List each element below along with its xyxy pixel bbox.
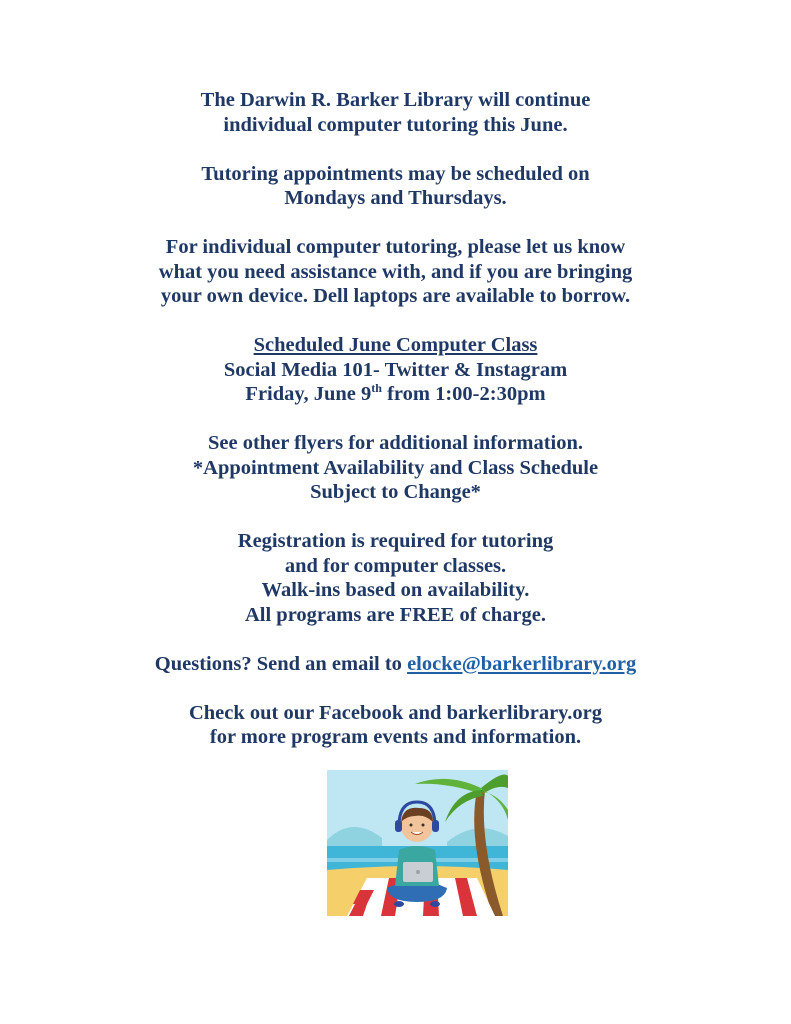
class-paragraph [0, 333, 791, 407]
class-date [0, 382, 791, 407]
flyer-text [0, 88, 791, 750]
schedule-line: Tutoring appointments may be scheduled on [201, 162, 590, 185]
notice-paragraph [0, 431, 791, 505]
registration-line: All programs are FREE of charge. [244, 603, 546, 626]
headphone-left [395, 820, 402, 832]
class-date-prefix: Friday, June 9 [245, 383, 372, 405]
social-line: for more program events and information. [209, 726, 582, 748]
assistance-line: what you need assistance with, and if you are bringing [158, 260, 633, 283]
intro-line: individual computer tutoring this June. [223, 113, 568, 136]
email-link[interactable]: elocke@barkerlibrary.org [407, 652, 637, 675]
registration-paragraph [0, 529, 791, 627]
assistance-line: your own device. Dell laptops are available to borrow. [160, 285, 631, 307]
intro-paragraph [0, 88, 791, 137]
notice-line: *Appointment Availability and Class Schedule [192, 456, 599, 479]
class-title: Social Media 101- Twitter & Instagram [223, 358, 568, 381]
notice-line: See other flyers for additional information. [207, 432, 584, 454]
assistance-line: For individual computer tutoring, please let us know [165, 236, 626, 258]
social-line: Check out our Facebook and barkerlibrary.org [188, 701, 603, 724]
registration-line: Registration is required for tutoring [237, 530, 554, 552]
eye [410, 824, 413, 827]
contact-line [0, 652, 791, 677]
assistance-paragraph [0, 235, 791, 309]
registration-line: and for computer classes. [284, 554, 507, 577]
intro-line: The Darwin R. Barker Library will continue [200, 89, 591, 111]
schedule-line: Mondays and Thursdays. [284, 187, 507, 209]
contact-prefix: Questions? Send an email to [154, 652, 408, 675]
class-date-suffix: from 1:00-2:30pm [381, 383, 546, 405]
laptop-logo [416, 870, 420, 874]
class-heading: Scheduled June Computer Class [253, 334, 538, 356]
headphone-right [432, 820, 439, 832]
contact-paragraph [0, 652, 791, 677]
class-date-ordinal: th [371, 381, 382, 396]
eye [422, 824, 425, 827]
beach-laptop-illustration [327, 770, 508, 916]
shoe [430, 901, 440, 907]
shoe [394, 901, 404, 907]
schedule-paragraph [0, 162, 791, 211]
social-paragraph [0, 701, 791, 750]
registration-line: Walk-ins based on availability. [261, 579, 530, 601]
notice-line: Subject to Change* [310, 481, 481, 503]
